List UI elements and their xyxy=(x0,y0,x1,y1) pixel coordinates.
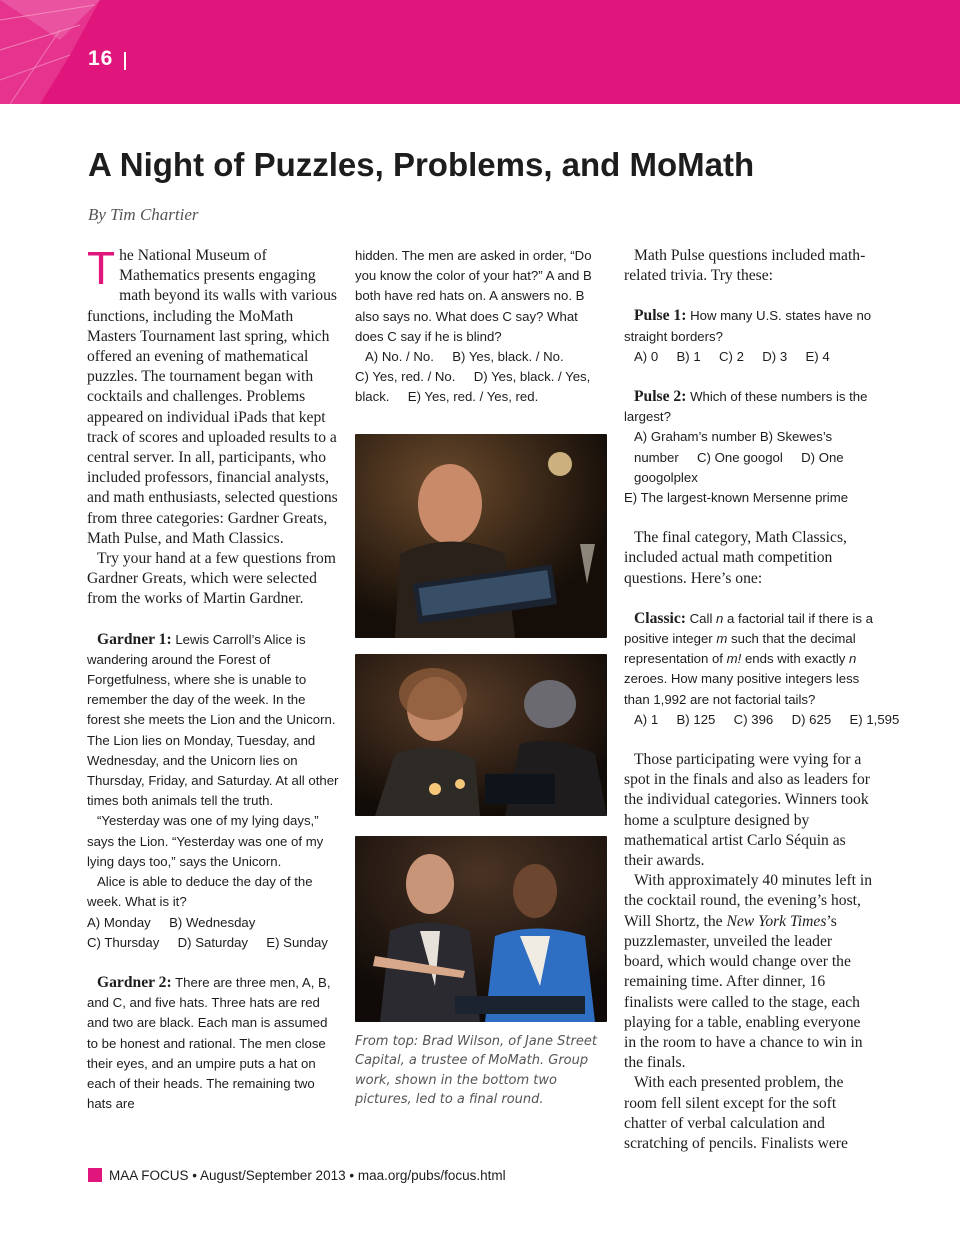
pulse-2-options-2: E) The largest-known Mersenne prime xyxy=(624,490,849,506)
gardner-1-question xyxy=(87,630,340,812)
classic-text-d: ends with exactly xyxy=(741,651,850,667)
intro-paragraph xyxy=(87,242,340,549)
header-band xyxy=(0,0,960,104)
pulse-1-question xyxy=(624,306,874,346)
gardner-1-prompt: Alice is able to deduce the day of the week. What is it? xyxy=(87,874,313,910)
pulse-1-options: A) 0 B) 1 C) 2 D) 3 E) 4 xyxy=(634,348,830,364)
footer-square-icon xyxy=(88,1168,102,1182)
photo-caption: From top: Brad Wilson, of Jane Street Capital, a trustee of MoMath. Group work, shown in the bottom two pictures, led to a final round. xyxy=(355,1033,597,1108)
gardner-2-options-1: A) No. / No. B) Yes, black. / No. xyxy=(365,349,564,365)
closing-paragraph-2 xyxy=(624,871,874,1073)
classic-var-m-factorial: m! xyxy=(726,651,742,667)
drop-cap: T xyxy=(87,242,116,294)
closing-2-text-a: With approximately 40 minutes left in the cocktail round, the evening’s host, Will Shortz, the xyxy=(624,872,872,930)
gardner-2-continued: hidden. The men are asked in order, “Do you know the color of your hat?” A and B both have red hats on. A answers no. B also says no. What does C say? What does C say if he is blind? xyxy=(355,248,592,344)
pulse-1-text: How many U.S. states have no straight borders? xyxy=(624,308,872,344)
gardner-1-options-1: A) Monday B) Wednesday xyxy=(87,914,256,930)
photo-brad-wilson xyxy=(355,434,607,638)
gardner-1-options-2: C) Thursday D) Saturday E) Sunday xyxy=(87,934,328,950)
intro-paragraph-2: Try your hand at a few questions from Gardner Greats, which were selected from the works of Martin Gardner. xyxy=(87,550,336,608)
gardner-1-quote: “Yesterday was one of my lying days,” says the Lion. “Yesterday was one of my lying days too,” says the Unicorn. xyxy=(87,813,324,869)
classic-label: Classic: xyxy=(634,609,686,627)
column-2 xyxy=(355,246,607,1110)
article-title: A Night of Puzzles, Problems, and MoMath xyxy=(88,146,755,183)
gardner-2-text: There are three men, A, B, and C, and five hats. Three hats are red and two are black. Each man is assumed to be honest and rational. The men close their eyes, and an umpire puts a hat on each of their heads. The remaining two hats are xyxy=(87,974,331,1112)
photo-group-work-2 xyxy=(355,836,607,1022)
classic-text-c: such that the decimal representation of xyxy=(624,631,856,667)
page-number-divider xyxy=(124,52,126,70)
classic-text-e: zeroes. How many positive integers less than 1,992 are not factorial tails? xyxy=(624,671,860,707)
gardner-2-question xyxy=(87,973,340,1114)
gardner-2-label: Gardner 2: xyxy=(97,973,172,991)
gardner-1-text: Lewis Carroll’s Alice is wandering around the Forest of Forgetfulness, where she is unable to remember the day of the week. In the forest she meets the Lion and the Unicorn. The Lion lies on Monday, Tuesday, and Wednesday, and the Unicorn lies on Thursday, Friday, and Saturday. At all other times both animals tell the truth. xyxy=(87,631,339,809)
closing-2-italic: New York Times xyxy=(726,912,827,930)
pulse-2-options-1: A) Graham’s number B) Skewes’s number C) One googol D) One googolplex xyxy=(634,429,848,485)
column-3 xyxy=(624,246,900,1154)
gardner-2-options-2: C) Yes, red. / No. D) Yes, black. / Yes, black. E) Yes, red. / Yes, red. xyxy=(355,369,594,405)
pulse-2-label: Pulse 2: xyxy=(634,388,687,406)
classic-var-n: n xyxy=(716,610,724,626)
photo-group-work-1 xyxy=(355,654,607,816)
classic-var-n-2: n xyxy=(849,651,857,667)
classic-text-a: Call xyxy=(689,610,717,626)
closing-paragraph-3: With each presented problem, the room fell silent except for the soft chatter of verbal calculation and scratching of pencils. Finalists were xyxy=(624,1074,848,1152)
closing-2-text-b: ’s puzzlemaster, unveiled the leader board, which would change over the remaining time. After dinner, 16 finalists were called to the stage, each playing for a table, enabling everyone in the room to have a chance to win in the finals. xyxy=(624,912,863,1072)
closing-paragraph-1: Those participating were vying for a spot in the finals and also as leaders for the individual categories. Winners took home a sculpture designed by mathematical artist Carlo Séquin as their awards. xyxy=(624,751,870,870)
intro-text: he National Museum of Mathematics presents engaging math beyond its walls with various functions, including the MoMath Masters Tournament last spring, which offered an evening of mathematical puzzles. The tournament began with cocktails and challenges. Problems appeared on individual iPads that kept track of scores and uploaded results to a central server. In all, participants, who included professors, financial analysts, and math enthusiasts, selected questions from three categories: Gardner Greats, Math Pulse, and Math Classics. xyxy=(87,247,338,547)
gardner-1-label: Gardner 1: xyxy=(97,630,172,648)
pulse-2-text: Which of these numbers is the largest? xyxy=(624,389,868,425)
byline: By Tim Chartier xyxy=(88,205,199,224)
classic-var-m: m xyxy=(716,631,728,647)
footer xyxy=(88,1168,506,1183)
column-1 xyxy=(87,242,340,1114)
classics-intro: The final category, Math Classics, included actual math competition questions. Here’s one: xyxy=(624,529,847,587)
pulse-intro: Math Pulse questions included math-related trivia. Try these: xyxy=(624,247,866,285)
pulse-1-label: Pulse 1: xyxy=(634,307,687,325)
pulse-2-question xyxy=(624,387,874,427)
footer-text: MAA FOCUS • August/September 2013 • maa.org/pubs/focus.html xyxy=(109,1168,506,1183)
classic-text-b: a factorial tail if there is a positive integer xyxy=(624,610,873,647)
classic-question xyxy=(624,609,874,710)
classic-options: A) 1 B) 125 C) 396 D) 625 E) 1,595 xyxy=(634,711,900,727)
page-number: 16 xyxy=(88,47,114,70)
